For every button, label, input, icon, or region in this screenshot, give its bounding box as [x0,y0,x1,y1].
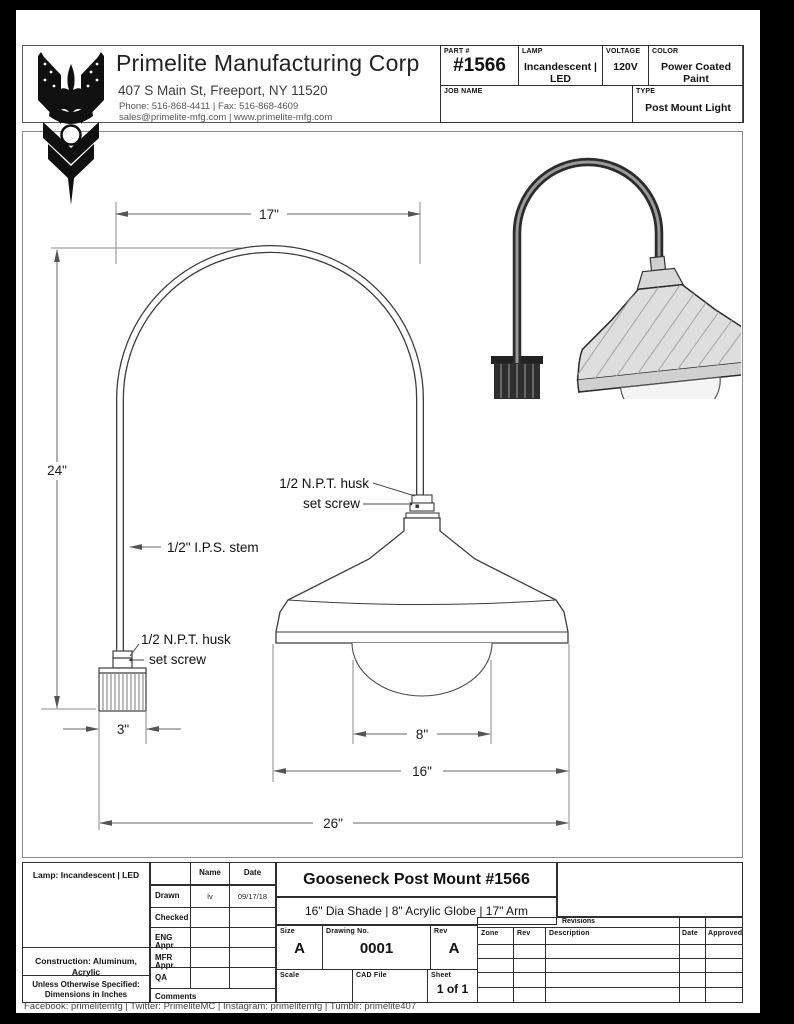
job-name-label: JOB NAME [444,88,483,95]
rev-row-cell [679,972,706,988]
footer-social: Facebook: primelitemfg | Twitter: PrimeliteMC | Instagram: primelitemfg | Tumblr: primelite407 [24,1001,417,1012]
rev-row-cell [679,944,706,959]
acrylic-globe [352,643,492,696]
checked-date-cell [229,907,276,928]
frame-left [0,0,16,1024]
voltage-cell [602,45,649,86]
name-header-cell [190,862,230,885]
drawn-label: Drawn [155,891,180,900]
mfr-appr-label: MFR Appr. [155,953,176,970]
rev-row-cell [545,958,680,973]
rev-row-cell [477,958,514,973]
construction-info: Construction: Aluminum, Acrylic [35,956,137,977]
size-label: Size [280,928,295,935]
drawn-date-cell [229,885,276,908]
dim-globe: 8" [415,727,429,742]
rev-row-cell [705,987,743,1003]
comments-label: Comments [155,992,197,1001]
rev-row-cell [513,958,546,973]
drawing-area-box [22,131,743,858]
rev-col-description [545,927,680,945]
drawing-no-label: Drawing No. [326,928,370,935]
rev-cell [430,925,478,970]
note-line1: Unless Otherwise Specified: [32,980,140,989]
rev-row-cell [477,987,514,1003]
mfr-appr-date-cell [229,947,276,968]
dimension-texts [47,207,432,831]
note-line2: Dimensions in Inches [44,990,128,999]
header-box [22,45,743,123]
sheet-value: 1 of 1 [436,982,469,996]
eng-appr-label: ENG Appr. [155,933,176,950]
checked-name-cell [190,907,230,928]
note-cell [22,975,150,1003]
voltage-value: 120V [613,61,638,73]
scale-cell [276,969,353,1003]
label-husk-top-1: 1/2 N.P.T. husk [279,476,369,491]
zone-col-label: Zone [481,930,499,937]
lamp-label: LAMP [522,48,543,55]
mfr-appr-name-cell [190,947,230,968]
part-value: #1566 [453,55,506,76]
checked-label-cell [150,907,191,928]
label-stem: 1/2" I.P.S. stem [167,540,259,555]
drawing-title: Gooseneck Post Mount #1566 [303,871,530,888]
company-name: Primelite Manufacturing Corp [116,50,420,76]
sheet-cell [427,969,478,1003]
rev-row-cell [513,944,546,959]
rev-col-zone [477,927,514,945]
rev-col-approved [705,927,743,945]
name-header: Name [199,868,221,877]
rev-col-date [679,927,706,945]
size-cell [276,925,323,970]
primelite-logo [27,42,115,207]
qa-date-cell [229,967,276,989]
date-header: Date [243,868,262,877]
revisions-header: Revisions [561,918,596,925]
label-husk-bottom-1: 1/2 N.P.T. husk [141,632,231,647]
part-label: PART # [444,48,470,55]
color-value: Power Coated Paint [660,61,731,85]
company-contact: Phone: 516-868-4411 | Fax: 516-868-4609 [119,101,299,112]
job-name-cell [440,85,633,123]
shade-profile [276,518,568,643]
frame-right [760,0,794,1024]
rev-row-cell [679,987,706,1003]
size-value: A [294,940,305,957]
frame-bottom [0,1013,794,1024]
shade-husk [406,495,439,518]
rev-row-cell [513,987,546,1003]
approved-col-label: Approved [708,930,743,937]
cad-file-label: CAD File [356,972,387,979]
scale-label: Scale [280,972,300,979]
dim-arm: 17" [259,207,279,222]
construction-info-cell [22,947,150,976]
lamp-info: Lamp: Incandescent | LED [32,870,140,880]
voltage-label: VOLTAGE [606,48,641,55]
drawn-label-cell [150,885,191,908]
color-cell [648,45,744,86]
qa-name-cell [190,967,230,989]
rev-col-rev [513,927,546,945]
eng-appr-label-cell [150,927,191,948]
dim-fitter: 3" [116,722,130,737]
dim-height: 24" [47,463,67,478]
rev-row-cell [705,944,743,959]
eng-appr-name-cell [190,927,230,948]
lamp-cell [518,45,603,86]
sheet-label: Sheet [431,972,452,979]
dim-shade: 16" [412,764,432,779]
lamp-info-cell [22,862,150,948]
rev-row-cell [545,972,680,988]
mfr-appr-label-cell [150,947,191,968]
rev-row-cell [477,944,514,959]
rev-row-cell [477,972,514,988]
drawn-name-cell [190,885,230,908]
drawn-date: 09/17/18 [237,892,268,901]
drawing-title-cell [276,862,557,897]
rev-row-cell [705,958,743,973]
set-screw-dot-top [410,503,413,506]
sketch-shade-group [563,247,741,399]
company-email-web: sales@primelite-mfg.com | www.primelite-mfg.com [119,112,333,123]
drawing-no-cell [322,925,431,970]
eng-appr-date-cell [229,927,276,948]
rev-row-cell [705,972,743,988]
qa-label-cell [150,967,191,989]
set-screw-dot-bottom [130,659,133,662]
part-cell [440,45,519,86]
frame-top [0,0,794,10]
checked-label: Checked [155,913,189,922]
type-value: Post Mount Light [645,102,731,114]
color-label: COLOR [652,48,679,55]
product-sketch-illustration [485,141,741,399]
rev-col-label: Rev [517,930,531,937]
drawing-no-value: 0001 [359,940,394,957]
date-col-label: Date [682,930,698,937]
company-address: 407 S Main St, Freeport, NY 11520 [118,83,328,98]
rev-row-cell [679,958,706,973]
label-husk-bottom-2: set screw [149,652,207,667]
date-header-cell [229,862,276,885]
dim-projection: 26" [323,816,343,831]
type-cell [632,85,744,123]
drawing-subtitle: 16" Dia Shade | 8" Acrylic Globe | 17" Arm [304,904,529,918]
description-col-label: Description [549,930,590,937]
label-husk-top-2: set screw [302,496,360,511]
type-label: TYPE [636,88,656,95]
approval-blank-header [150,862,191,885]
rev-value: A [448,940,460,957]
cad-file-cell [352,969,428,1003]
rev-row-cell [545,987,680,1003]
rev-label: Rev [434,928,448,935]
bottom-title-block [22,862,743,1003]
revisions-spacer-cell [557,862,743,917]
rev-row-cell [545,944,680,959]
rev-row-cell [513,972,546,988]
drawn-name: lv [207,892,213,901]
lamp-value: Incandescent | LED [524,61,597,85]
qa-label: QA [155,973,167,982]
logo-emblem-icon [27,42,115,207]
